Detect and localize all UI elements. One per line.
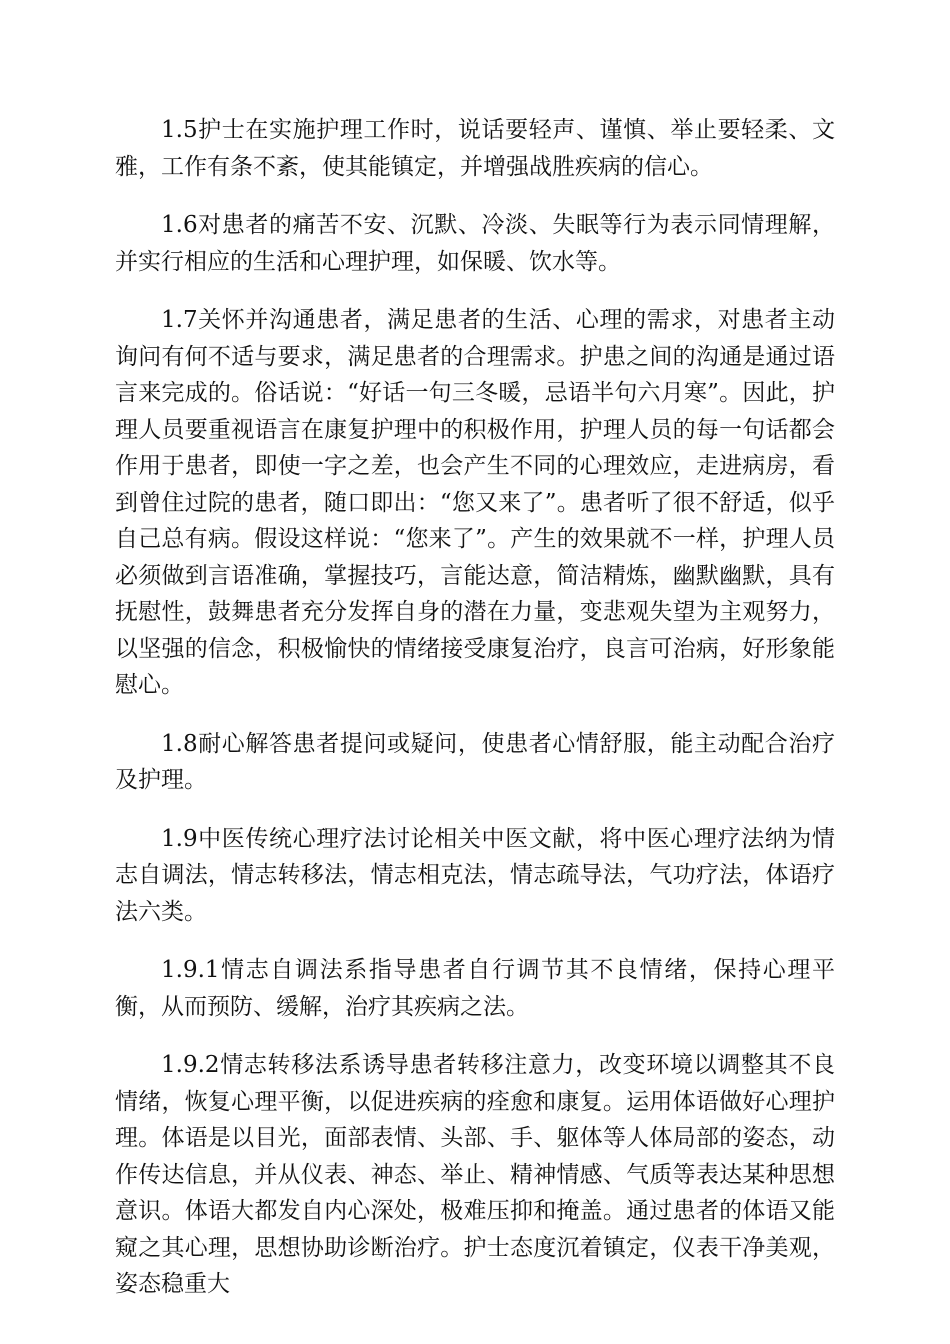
paragraph-1-5: 1.5护士在实施护理工作时，说话要轻声、谨慎、举止要轻柔、文雅，工作有条不紊，使其能镇定，并增强战胜疾病的信心。 bbox=[115, 117, 835, 180]
paragraph-1-8: 1.8耐心解答患者提问或疑问，使患者心情舒服，能主动配合治疗及护理。 bbox=[115, 730, 835, 793]
paragraph-1-7: 1.7关怀并沟通患者，满足患者的生活、心理的需求，对患者主动询问有何不适与要求，满足患者的合理需求。护患之间的沟通是通过语言来完成的。俗话说：“好话一句三冬暖，忌语半句六月寒”。因此，护理人员要重视语言在康复护理中的积极作用，护理人员的每一句话都会作用于患者，即使一字之差，也会产生不同的心理效应，走进病房，看到曾住过院的患者，随口即出：“您又来了”。患者听了很不舒适，似乎自己总有病。假设这样说：“您来了”。产生的效果就不一样，护理人员必须做到言语准确，掌握技巧，言能达意，简洁精炼，幽默幽默，具有抚慰性，鼓舞患者充分发挥自身的潜在力量，变悲观失望为主观努力，以坚强的信念，积极愉快的情绪接受康复治疗，良言可治病，好形象能慰心。 bbox=[115, 307, 835, 698]
paragraph-1-9-1: 1.9.1情志自调法系指导患者自行调节其不良情绪，保持心理平衡，从而预防、缓解，治疗其疾病之法。 bbox=[115, 957, 835, 1020]
paragraph-1-6: 1.6对患者的痛苦不安、沉默、冷淡、失眠等行为表示同情理解，并实行相应的生活和心理护理，如保暖、饮水等。 bbox=[115, 212, 835, 275]
document-body bbox=[115, 112, 835, 1325]
paragraph-1-9-2: 1.9.2情志转移法系诱导患者转移注意力，改变环境以调整其不良情绪，恢复心理平衡，以促进疾病的痊愈和康复。运用体语做好心理护理。体语是以目光，面部表情、头部、手、躯体等人体局部的姿态，动作传达信息，并从仪表、神态、举止、精神情感、气质等表达某种思想意识。体语大都发自内心深处，极难压抑和掩盖。通过患者的体语又能窥之其心理，思想协助诊断治疗。护士态度沉着镇定，仪表干净美观，姿态稳重大 bbox=[115, 1052, 835, 1297]
paragraph-1-9: 1.9中医传统心理疗法讨论相关中医文献，将中医心理疗法纳为情志自调法，情志转移法，情志相克法，情志疏导法，气功疗法，体语疗法六类。 bbox=[115, 825, 835, 925]
